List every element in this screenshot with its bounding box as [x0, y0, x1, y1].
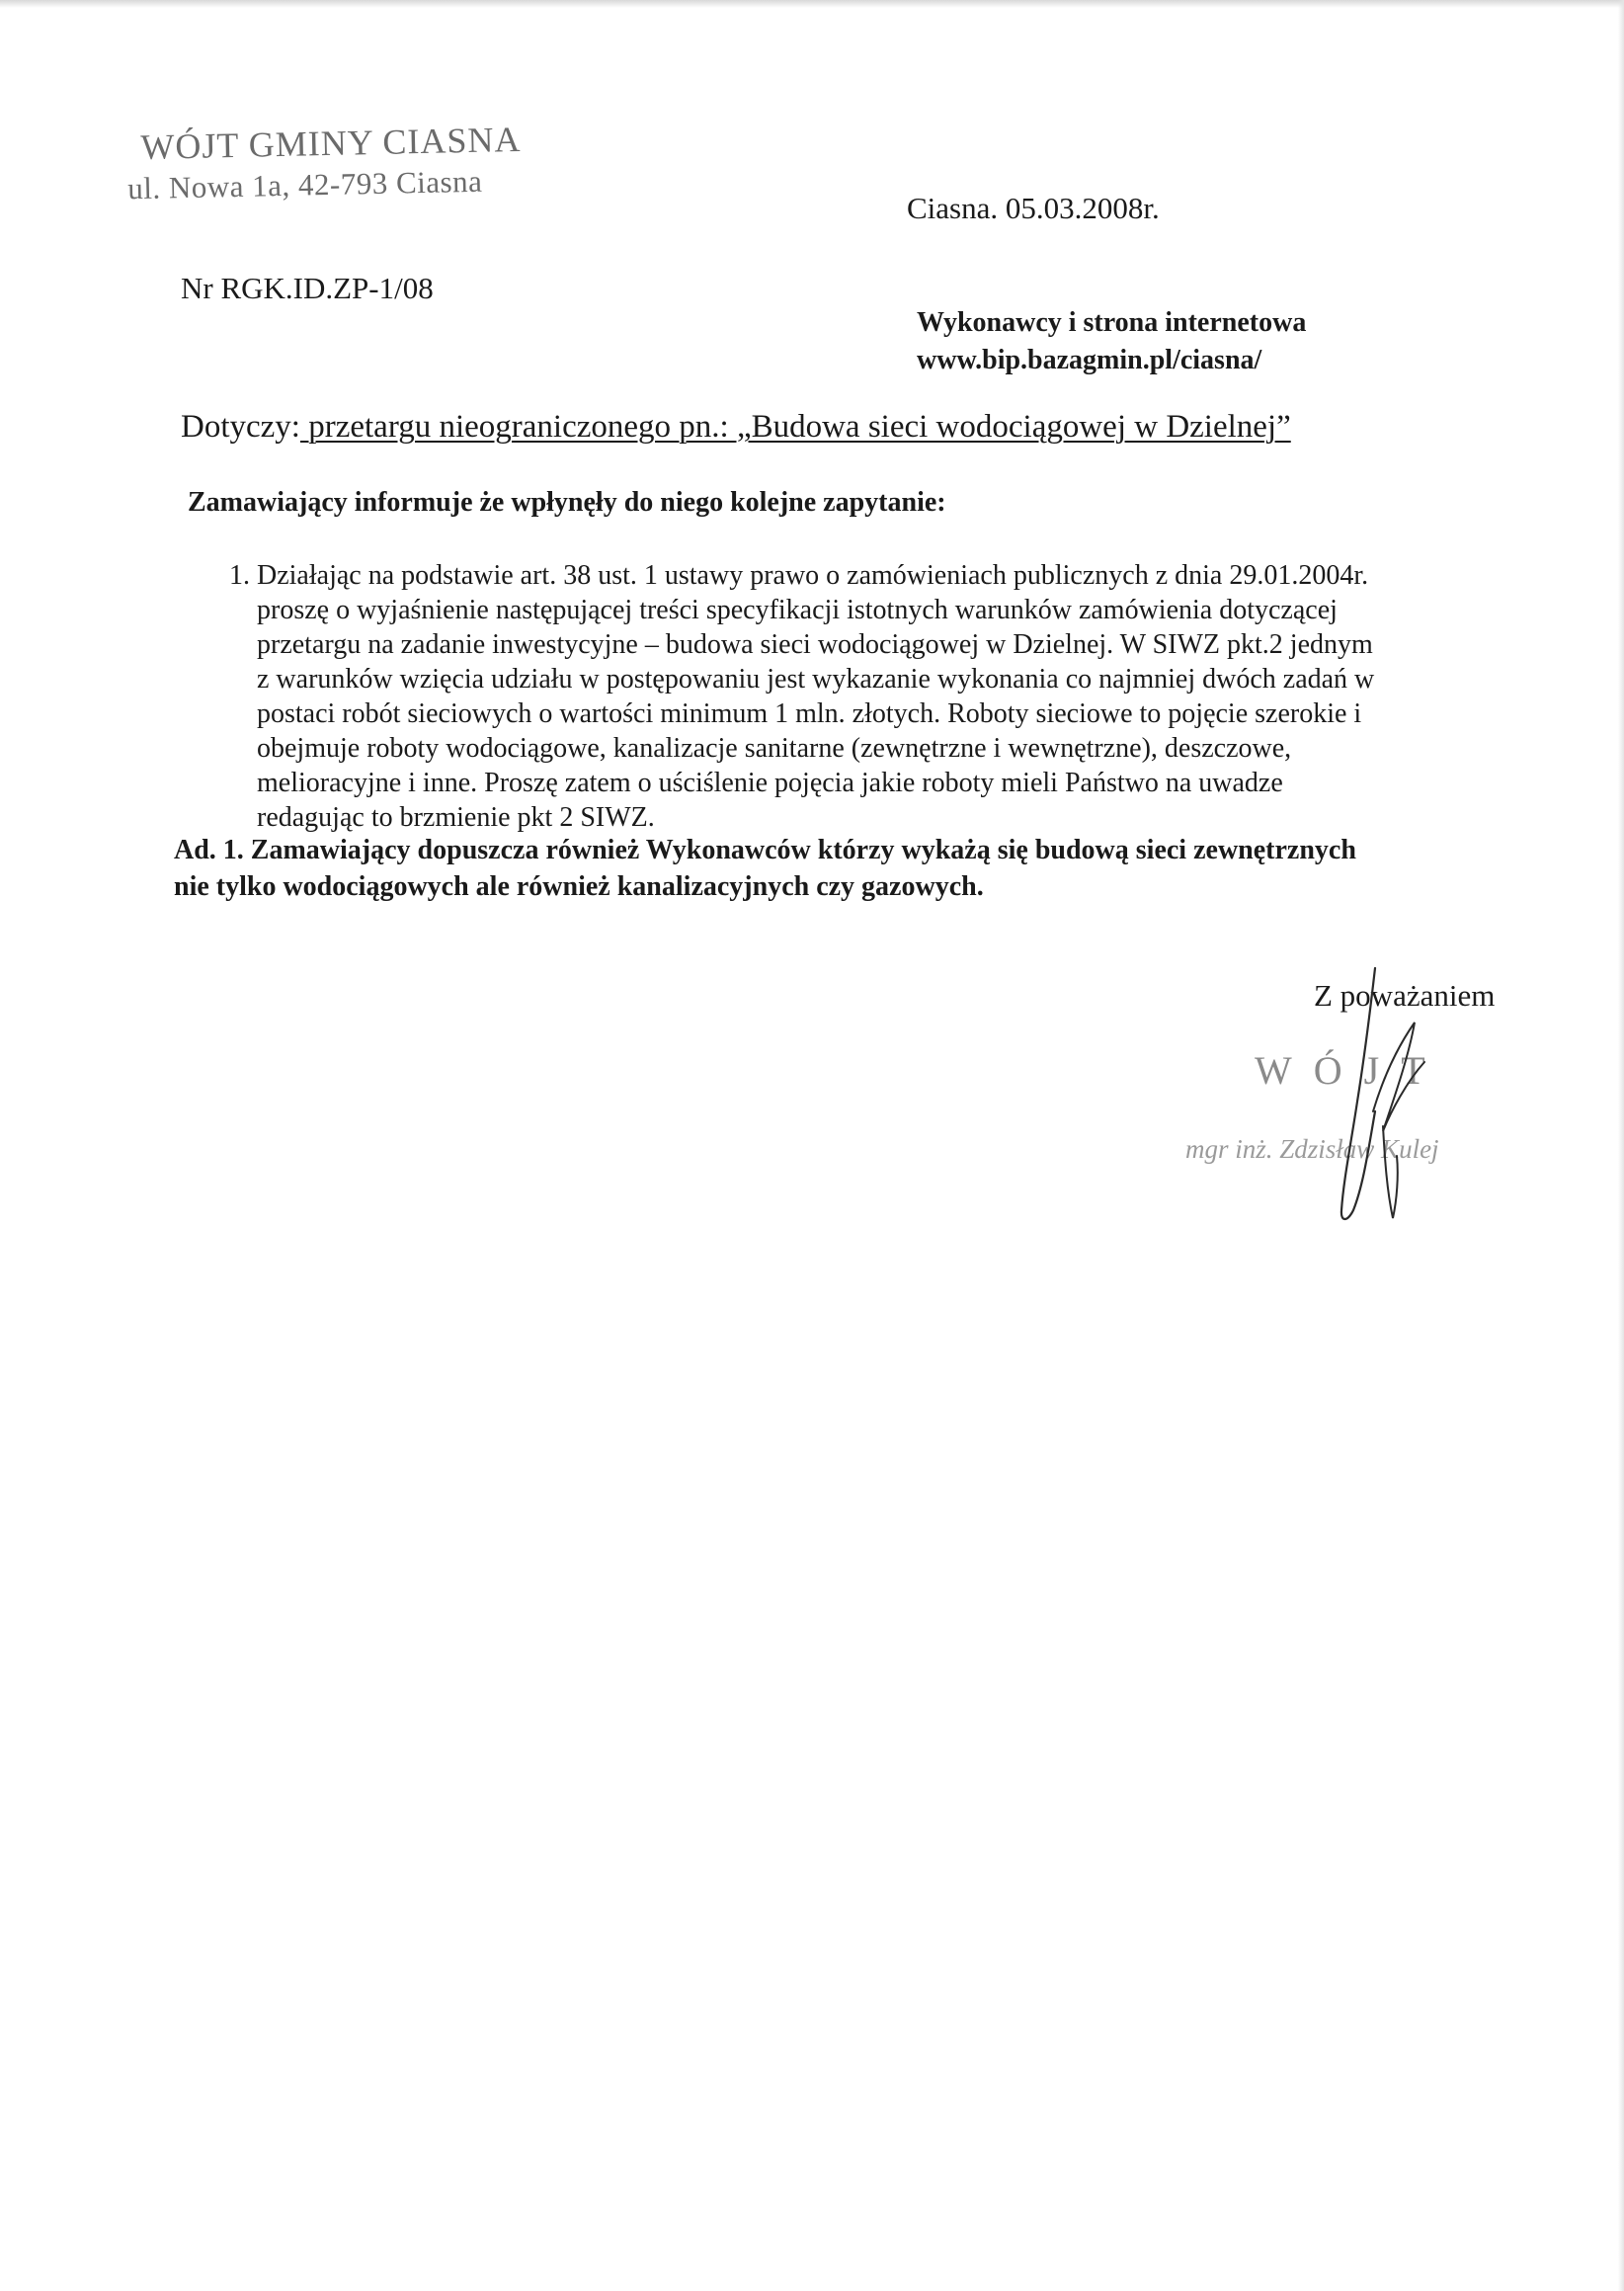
answer-line: nie tylko wodociągowych ale również kanalizacyjnych czy gazowych. [174, 871, 984, 902]
question-line: redagując to brzmienie pkt 2 SIWZ. [257, 802, 655, 833]
question-line: z warunków wzięcia udziału w postępowaniu jest wykazanie wykonania co najmniej dwóch zadań w [257, 664, 1375, 695]
recipients-website: www.bip.bazagmin.pl/ciasna/ [917, 345, 1262, 375]
stamp-address: ul. Nowa 1a, 42-793 Ciasna [126, 163, 483, 206]
answer-line: Ad. 1. Zamawiający dopuszcza również Wykonawców którzy wykażą się budową sieci zewnętrznych [174, 835, 1356, 865]
question-line: melioracyjne i inne. Proszę zatem o uściślenie pojęcia jakie roboty mieli Państwo na uwadze [257, 768, 1283, 798]
recipients-block [917, 304, 1306, 379]
answer-item [174, 832, 1356, 905]
question-number: 1. [229, 560, 250, 591]
reference-number: Nr RGK.ID.ZP-1/08 [181, 271, 434, 305]
question-item [229, 558, 1513, 835]
signature-stamp-title: WÓJT [1255, 1048, 1447, 1093]
recipients-line: Wykonawcy i strona internetowa [917, 307, 1307, 338]
closing-salutation: Z poważaniem [1314, 978, 1496, 1013]
question-line: proszę o wyjaśnienie następującej treści specyfikacji istotnych warunków zamówienia dotyczącej [257, 595, 1338, 625]
stamp-office-name: WÓJT GMINY CIASNA [140, 119, 522, 167]
subject-text: przetargu nieograniczonego pn.: „Budowa sieci wodociągowej w Dzielnej” [299, 409, 1291, 445]
subject-line [181, 409, 1291, 446]
handwritten-signature [1314, 963, 1452, 1230]
question-line: obejmuje roboty wodociągowe, kanalizacje sanitarne (zewnętrzne i wewnętrzne), deszczowe, [257, 733, 1292, 764]
letter-date: Ciasna. 05.03.2008r. [907, 191, 1160, 225]
subject-prefix: Dotyczy: [181, 409, 300, 445]
scan-edge-right [1618, 0, 1624, 2291]
signature-stamp-name: mgr inż. Zdzisław Kulej [1185, 1134, 1439, 1164]
intro-heading: Zamawiający informuje że wpłynęły do niego kolejne zapytanie: [188, 487, 946, 518]
question-line: Działając na podstawie art. 38 ust. 1 ustawy prawo o zamówieniach publicznych z dnia 29.01.2004r. [257, 560, 1369, 591]
question-line: przetargu na zadanie inwestycyjne – budowa sieci wodociągowej w Dzielnej. W SIWZ pkt.2 jednym [257, 629, 1373, 660]
scan-edge-top [0, 0, 1624, 8]
office-stamp [126, 119, 535, 225]
question-line: postaci robót sieciowych o wartości minimum 1 mln. złotych. Roboty sieciowe to pojęcie szerokie i [257, 698, 1362, 729]
